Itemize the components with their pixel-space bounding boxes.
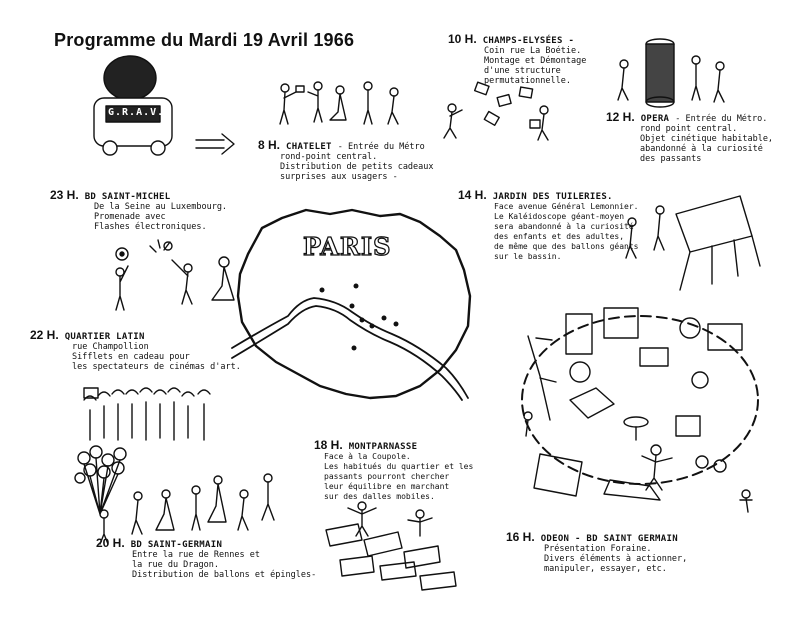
event-tuileries bbox=[458, 190, 639, 262]
stmichel-figures bbox=[116, 240, 234, 310]
event-line: Le Kaléidoscope géant-moyen bbox=[494, 212, 625, 221]
event-champs bbox=[448, 34, 586, 86]
event-line: Flashes électroniques. bbox=[94, 222, 207, 232]
event-place: JARDIN DES TUILERIES. bbox=[492, 192, 613, 202]
event-line: Coin rue La Boétie. bbox=[484, 46, 582, 56]
tuileries-figures bbox=[626, 196, 760, 290]
event-time: 18 H. bbox=[314, 438, 343, 452]
event-time: 20 H. bbox=[96, 536, 125, 550]
chatelet-figures bbox=[280, 82, 398, 124]
champs-figures bbox=[444, 82, 548, 140]
event-line: - Entrée du Métro. bbox=[675, 114, 768, 124]
event-line: surprises aux usagers - bbox=[280, 172, 398, 182]
event-place: ODEON - BD SAINT GERMAIN bbox=[540, 534, 678, 544]
event-place: CHAMPS-ELYSÉES - bbox=[482, 36, 575, 46]
event-line: Présentation Foraine. bbox=[544, 544, 652, 554]
odeon-fairground bbox=[522, 308, 758, 512]
montparnasse-slabs bbox=[326, 502, 456, 590]
event-time: 8 H. bbox=[258, 138, 281, 152]
event-time: 12 H. bbox=[606, 110, 635, 124]
bus-sign: G.R.A.V. bbox=[108, 107, 165, 118]
event-chatelet bbox=[258, 140, 434, 182]
event-line: Distribution de ballons et épingles- bbox=[132, 570, 317, 580]
map-label: PARIS bbox=[303, 232, 392, 261]
opera-figures bbox=[618, 39, 724, 107]
event-time: 14 H. bbox=[458, 188, 487, 202]
event-place: CHATELET bbox=[286, 142, 332, 152]
event-time: 22 H. bbox=[30, 328, 59, 342]
page-title: Programme du Mardi 19 Avril 1966 bbox=[54, 30, 355, 50]
event-line: abandonné à la curiosité bbox=[640, 144, 763, 154]
event-line: sur des dalles mobiles. bbox=[324, 492, 435, 501]
event-line: Distribution de petits cadeaux bbox=[280, 162, 434, 172]
event-line: Montage et Démontage bbox=[484, 56, 587, 66]
event-place: QUARTIER LATIN bbox=[64, 332, 145, 342]
event-line: Divers éléments à actionner, bbox=[544, 554, 688, 564]
event-line: Les habitués du quartier et les bbox=[324, 462, 474, 471]
event-opera bbox=[606, 112, 773, 164]
event-montparnasse bbox=[314, 440, 473, 502]
event-odeon bbox=[506, 532, 687, 574]
event-line: leur équilibre en marchant bbox=[324, 482, 450, 491]
event-place: BD SAINT-GERMAIN bbox=[130, 540, 223, 550]
event-place: OPERA bbox=[640, 114, 670, 124]
event-line: les spectateurs de cinémas d'art. bbox=[72, 362, 241, 372]
quartier-latin-crowd bbox=[84, 388, 210, 440]
event-line: la rue du Dragon. bbox=[132, 560, 219, 570]
event-line: rond point central. bbox=[640, 124, 738, 134]
event-line: Face avenue Général Lemonnier. bbox=[494, 202, 639, 211]
bus-illustration bbox=[94, 56, 172, 155]
event-place: BD SAINT-MICHEL bbox=[84, 192, 171, 202]
event-time: 16 H. bbox=[506, 530, 535, 544]
event-line: de même que des ballons géants bbox=[494, 242, 639, 251]
event-line: d'une structure bbox=[484, 66, 561, 76]
event-line: manipuler, essayer, etc. bbox=[544, 564, 667, 574]
event-line: Face à la Coupole. bbox=[324, 452, 411, 461]
event-time: 23 H. bbox=[50, 188, 79, 202]
event-line: des passants bbox=[640, 154, 702, 164]
event-line: Sifflets en cadeau pour bbox=[72, 352, 190, 362]
event-line: Objet cinétique habitable, bbox=[640, 134, 774, 144]
event-line: passants pourront chercher bbox=[324, 472, 450, 481]
event-line: des enfants et des adultes, bbox=[494, 232, 625, 241]
event-line: - Entrée du Métro bbox=[337, 142, 425, 152]
event-line: sur le bassin. bbox=[494, 252, 562, 261]
event-line: rue Champollion bbox=[72, 342, 149, 352]
event-line: sera abandonné à la curiosité bbox=[494, 222, 634, 231]
event-place: MONTPARNASSE bbox=[348, 442, 418, 452]
arrow-right-icon bbox=[196, 134, 234, 154]
event-stgermain bbox=[96, 538, 316, 580]
balloons-figures bbox=[75, 446, 274, 544]
event-line: Entre la rue de Rennes et bbox=[132, 550, 260, 560]
event-line: De la Seine au Luxembourg. bbox=[94, 202, 228, 212]
event-line: permutationnelle. bbox=[484, 76, 571, 86]
event-line: Promenade avec bbox=[94, 212, 166, 222]
event-time: 10 H. bbox=[448, 32, 477, 46]
event-line: rond-point central. bbox=[280, 152, 378, 162]
event-latin bbox=[30, 330, 241, 372]
event-stmichel bbox=[50, 190, 227, 232]
